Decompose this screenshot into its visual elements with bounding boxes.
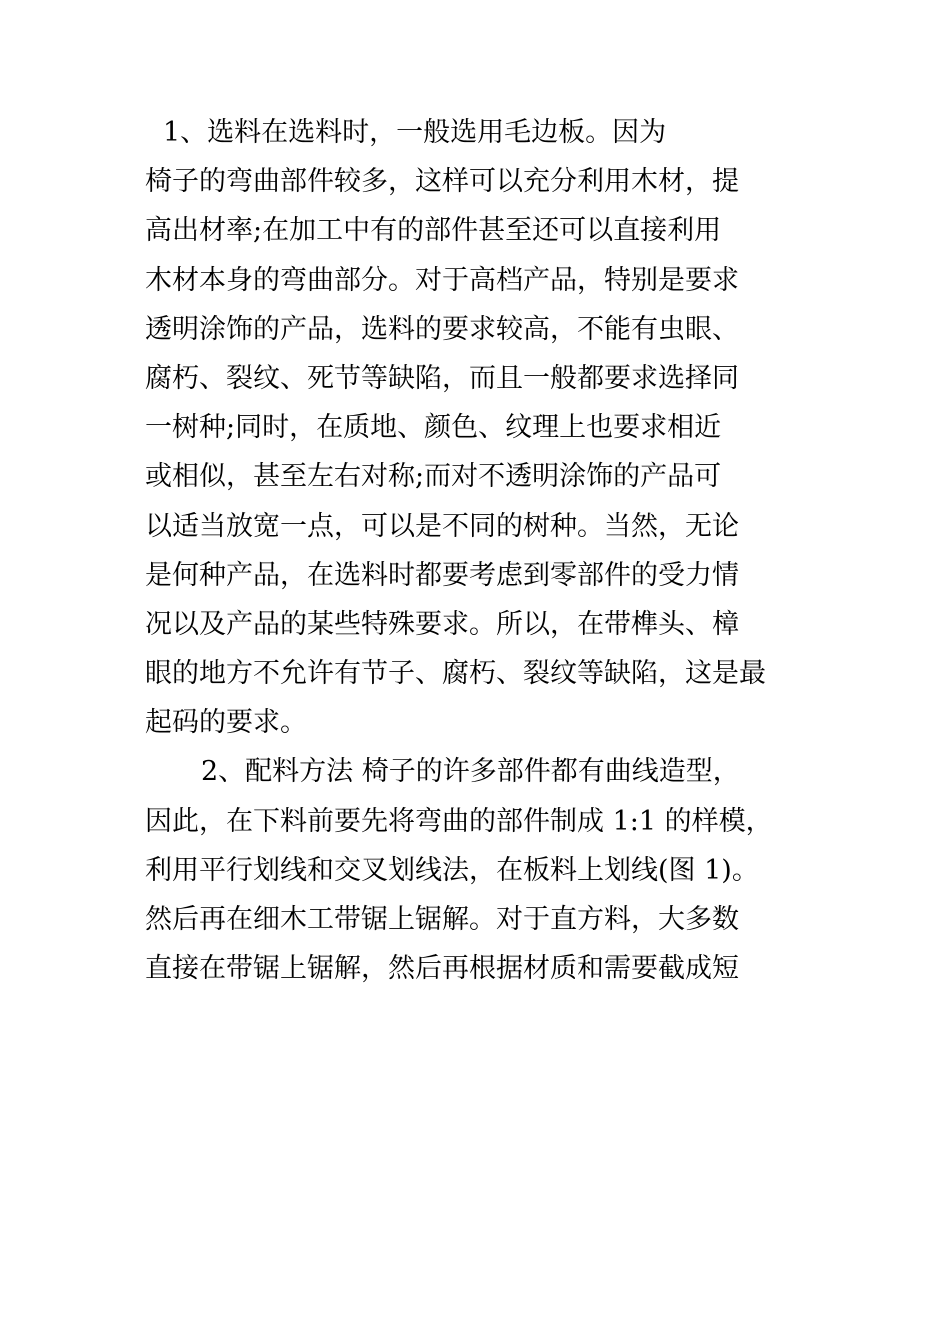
- text-line: 直接在带锯上锯解，然后再根据材质和需要截成短: [145, 953, 739, 985]
- text-line: 腐朽、裂纹、死节等缺陷，而且一般都要求选择同: [145, 362, 739, 394]
- text-line: 起码的要求。: [145, 707, 307, 739]
- text-line: 木材本身的弯曲部分。对于高档产品，特别是要求: [145, 264, 739, 296]
- text-line: 况以及产品的某些特殊要求。所以，在带榫头、樟: [145, 608, 739, 640]
- text-line: 然后再在细木工带锯上锯解。对于直方料，大多数: [145, 904, 739, 935]
- text-line: 或相似，甚至左右对称;而对不透明涂饰的产品可: [145, 461, 722, 493]
- text-line: 椅子的弯曲部件较多，这样可以充分利用木材，提: [145, 166, 739, 198]
- text-line: 一树种;同时，在质地、颜色、纹理上也要求相近: [145, 412, 722, 444]
- text-line: 2、配料方法 椅子的许多部件都有曲线造型，: [201, 756, 740, 788]
- body-text: [145, 108, 845, 993]
- text-line: 是何种产品，在选料时都要考虑到零部件的受力情: [145, 559, 739, 591]
- text-line: 1、选料在选料时，一般选用毛边板。因为: [163, 117, 667, 148]
- text-line: 因此，在下料前要先将弯曲的部件制成 1:1 的样模，: [145, 805, 773, 837]
- paragraph-material-selection: [145, 108, 845, 747]
- text-line: 以适当放宽一点，可以是不同的树种。当然，无论: [145, 510, 739, 542]
- text-line: 利用平行划线和交叉划线法，在板料上划线(图 1)。: [145, 854, 759, 886]
- paragraph-material-cutting: [145, 747, 845, 993]
- text-line: 眼的地方不允许有节子、腐朽、裂纹等缺陷，这是最: [145, 658, 766, 690]
- text-line: 高出材率;在加工中有的部件甚至还可以直接利用: [145, 215, 722, 247]
- text-line: 透明涂饰的产品，选料的要求较高，不能有虫眼、: [145, 313, 739, 345]
